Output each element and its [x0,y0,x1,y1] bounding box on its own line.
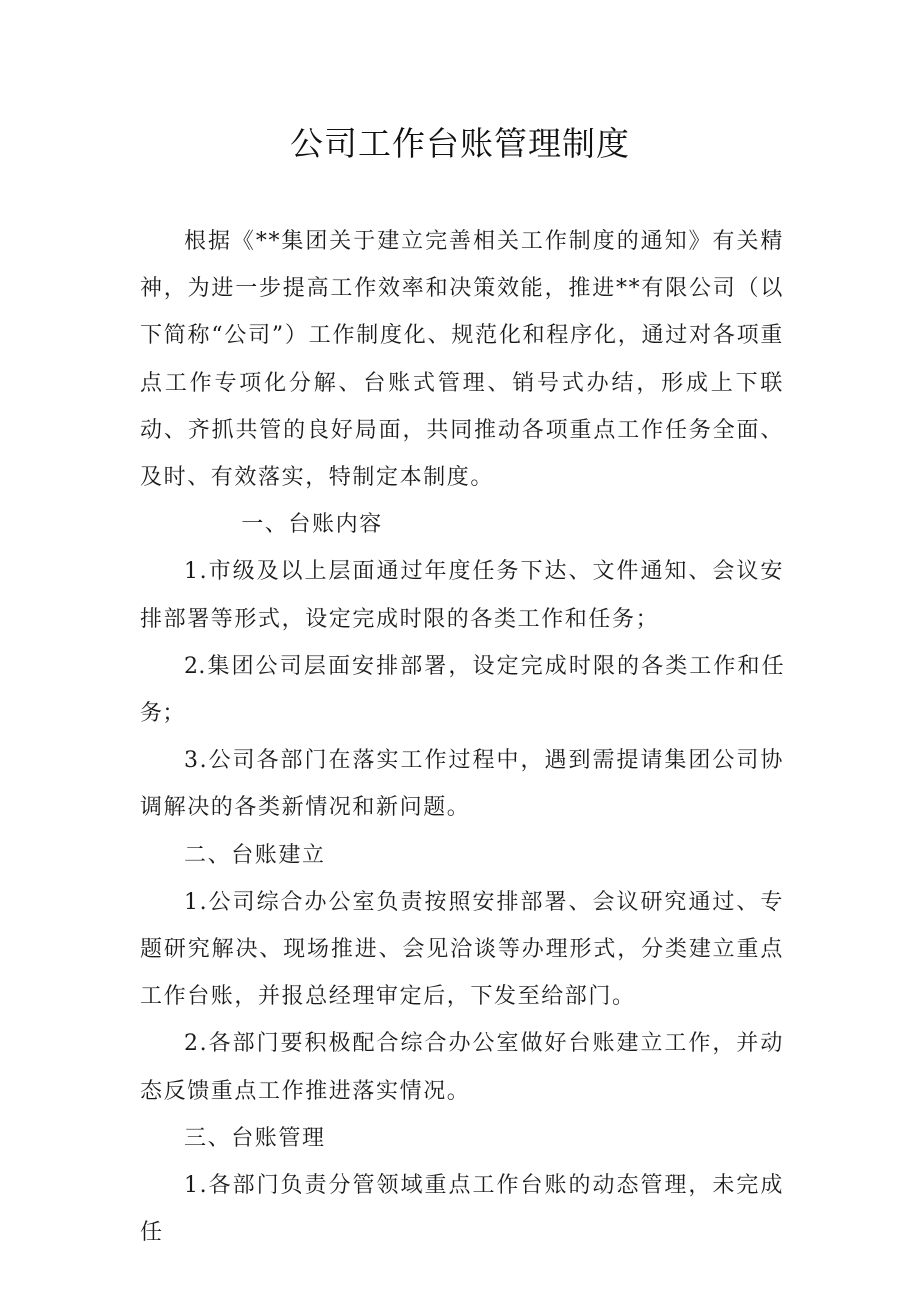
section-2-item-2: 2.各部门要积极配合综合办公室做好台账建立工作，并动态反馈重点工作推进落实情况。 [140,1031,784,1104]
section-1-item-1: 1.市级及以上层面通过年度任务下达、文件通知、会议安排部署等形式，设定完成时限的各类工作和任务； [140,559,784,632]
section-heading-establish: 二、台账建立 [184,842,326,868]
section-heading-manage: 三、台账管理 [184,1125,326,1151]
intro-paragraph: 根据《**集团关于建立完善相关工作制度的通知》有关精神，为进一步提高工作效率和决策效能，推进**有限公司（以下简称“公司”）工作制度化、规范化和程序化，通过对各项重点工作专项化分解、台账式管理、销号式办结，形成上下联动、齐抓共管的良好局面，共同推动各项重点工作任务全面、及时、有效落实，特制定本制度。 [140,229,784,491]
section-1-item-3: 3.公司各部门在落实工作过程中，遇到需提请集团公司协调解决的各类新情况和新问题。 [140,748,784,821]
section-heading-content: 一、台账内容 [241,512,383,538]
section-2-item-1: 1.公司综合办公室负责按照安排部署、会议研究通过、专题研究解决、现场推进、会见洽谈等办理形式，分类建立重点工作台账，并报总经理审定后，下发至给部门。 [140,889,784,1010]
document-body [140,218,784,1256]
section-1-item-2: 2.集团公司层面安排部署，设定完成时限的各类工作和任务； [140,653,784,727]
section-3-item-1: 1.各部门负责分管领域重点工作台账的动态管理，未完成任 [140,1173,784,1246]
document-title: 公司工作台账管理制度 [290,124,630,163]
